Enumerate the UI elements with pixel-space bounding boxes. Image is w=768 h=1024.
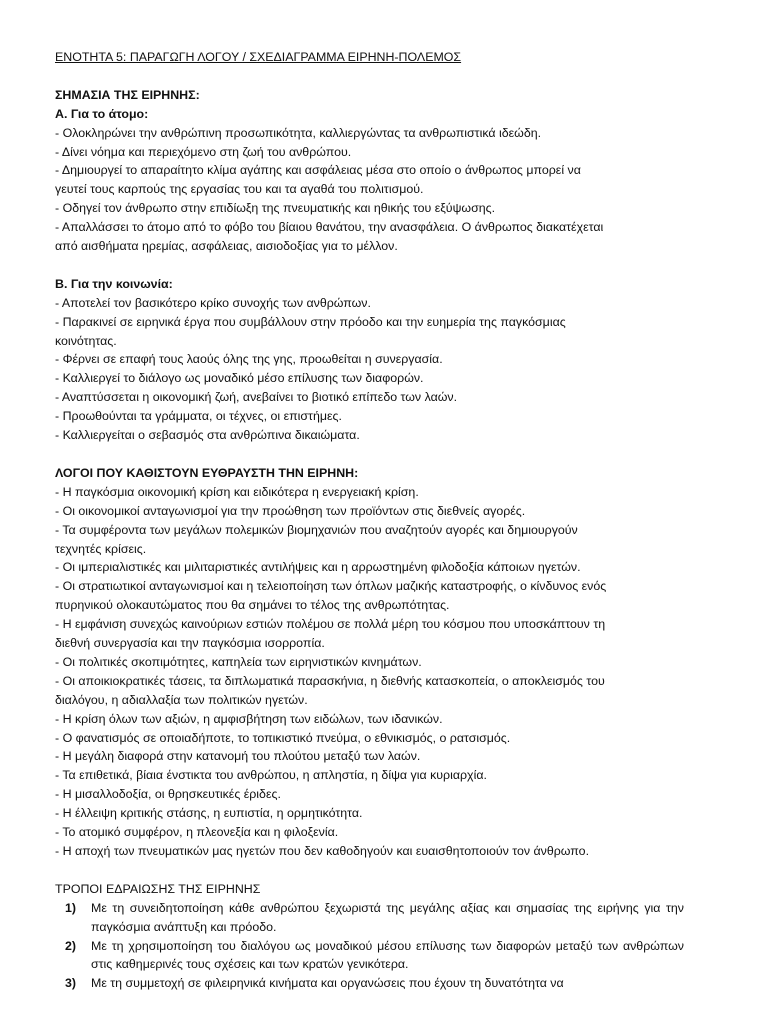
list-line: - Η εμφάνιση συνεχώς καινούριων εστιών πολέμου σε πολλά μέρη του κόσμου που υποσκάπτουν τη — [55, 617, 606, 632]
section-reasons-fragile-peace — [55, 464, 684, 861]
list-line: πυρηνικού ολοκαυτώματος που θα σημάνει το τέλος της ανθρωπότητας. — [55, 598, 450, 613]
item-number: 2) — [65, 938, 77, 953]
reasons-list — [55, 483, 684, 861]
list-item — [55, 899, 684, 937]
list-line: - Η έλλειψη κριτικής στάσης, η ευπιστία, η ορμητικότητα. — [55, 806, 363, 821]
list-line: - Τα επιθετικά, βίαια ένστικτα του ανθρώπου, η απληστία, η δίψα για κυριαρχία. — [55, 768, 487, 783]
list-line: - Αποτελεί τον βασικότερο κρίκο συνοχής των ανθρώπων. — [55, 295, 371, 310]
list-line: κοινότητας. — [55, 333, 117, 348]
list-line: - Οι αποικιοκρατικές τάσεις, τα διπλωματικά παρασκήνια, η διεθνής κατασκοπεία, ο αποκλεισμός του — [55, 673, 605, 688]
individual-list — [55, 124, 684, 256]
list-line: - Το ατομικό συμφέρον, η πλεονεξία και η φιλοξενία. — [55, 825, 339, 840]
spacer — [55, 861, 684, 880]
list-line: - Οι πολιτικές σκοπιμότητες, καπηλεία των ειρηνιστικών κινημάτων. — [55, 654, 422, 669]
list-line: γευτεί τους καρπούς της εργασίας του και τα αγαθά του πολιτισμού. — [55, 182, 424, 197]
subheading-for-individual: Α. Για το άτομο: — [55, 106, 149, 121]
spacer — [55, 67, 684, 86]
list-line: - Οδηγεί τον άνθρωπο στην επιδίωξη της πνευματικής και ηθικής του εξύψωσης. — [55, 201, 496, 216]
item-number: 3) — [65, 976, 77, 991]
list-line: - Καλλιεργείται ο σεβασμός στα ανθρώπινα δικαιώματα. — [55, 428, 360, 443]
list-line: - Καλλιεργεί το διάλογο ως μοναδικό μέσο επίλυσης των διαφορών. — [55, 371, 424, 386]
list-line: - Φέρνει σε επαφή τους λαούς όλης της γης, προωθείται η συνεργασία. — [55, 352, 443, 367]
list-line: τεχνητές κρίσεις. — [55, 541, 147, 556]
list-line: - Παρακινεί σε ειρηνικά έργα που συμβάλλουν στην πρόοδο και την ευημερία της παγκόσμιας — [55, 314, 566, 329]
item-text: Με τη συμμετοχή σε φιλειρηνικά κινήματα και οργανώσεις που έχουν τη δυνατότητα να — [91, 976, 564, 991]
list-line: - Ολοκληρώνει την ανθρώπινη προσωπικότητα, καλλιεργώντας τα ανθρωπιστικά ιδεώδη. — [55, 125, 542, 140]
list-line: - Οι ιμπεριαλιστικές και μιλιταριστικές αντιλήψεις και η αρρωστημένη φιλοδοξία κάποιων ηγετών. — [55, 560, 581, 575]
ways-numbered-list — [55, 899, 684, 994]
section-heading: ΣΗΜΑΣΙΑ ΤΗΣ ΕΙΡΗΝΗΣ: — [55, 87, 200, 102]
section-ways-to-establish-peace — [55, 880, 684, 993]
spacer — [55, 445, 684, 464]
subheading-for-society: Β. Για την κοινωνία: — [55, 276, 173, 291]
list-line: από αισθήματα ηρεμίας, ασφάλειας, αισιοδοξίας για το μέλλον. — [55, 239, 398, 254]
list-line: - Ο φανατισμός σε οποιαδήποτε, το τοπικιστικό πνεύμα, ο εθνικισμός, ο ρατσισμός. — [55, 730, 511, 745]
society-list — [55, 294, 684, 445]
item-text: Με τη συνειδητοποίηση κάθε ανθρώπου ξεχωριστά της μεγάλης αξίας και σημασίας της ειρήνης για την παγκόσμια ανάπτυξη και πρόοδο. — [91, 900, 684, 934]
list-line: - Η μισαλλοδοξία, οι θρησκευτικές έριδες. — [55, 787, 281, 802]
list-line: - Δημιουργεί το απαραίτητο κλίμα αγάπης και ασφάλειας μέσα στο οποίο ο άνθρωπος μπορεί να — [55, 163, 581, 178]
list-line: - Οι οικονομικοί ανταγωνισμοί για την προώθηση των προϊόντων στις διεθνείς αγορές. — [55, 503, 526, 518]
list-line: - Απαλλάσσει το άτομο από το φόβο του βίαιου θανάτου, την ανασφάλεια. Ο άνθρωπος διακατέχεται — [55, 220, 604, 235]
document-title: ΕΝΟΤΗΤΑ 5: ΠΑΡΑΓΩΓΗ ΛΟΓΟΥ / ΣΧΕΔΙΑΓΡΑΜΜΑ ΕΙΡΗΝΗ-ΠΟΛΕΜΟΣ — [55, 50, 462, 64]
list-line: - Η παγκόσμια οικονομική κρίση και ειδικότερα η ενεργειακή κρίση. — [55, 484, 419, 499]
section-importance-of-peace — [55, 86, 684, 445]
list-line: διεθνή συνεργασία και την παγκόσμια ισορροπία. — [55, 636, 325, 651]
list-line: - Προωθούνται τα γράμματα, οι τέχνες, οι επιστήμες. — [55, 409, 342, 424]
section-heading: ΛΟΓΟΙ ΠΟΥ ΚΑΘΙΣΤΟΥΝ ΕΥΘΡΑΥΣΤΗ ΤΗΝ ΕΙΡΗΝΗ: — [55, 465, 359, 480]
list-item — [55, 974, 684, 993]
list-line: διαλόγου, η αδιαλλαξία των πολιτικών ηγετών. — [55, 692, 308, 707]
list-item — [55, 937, 684, 975]
list-line: - Η μεγάλη διαφορά στην κατανομή του πλούτου μεταξύ των λαών. — [55, 749, 421, 764]
list-line: - Δίνει νόημα και περιεχόμενο στη ζωή του ανθρώπου. — [55, 144, 352, 159]
list-line: - Αναπτύσσεται η οικονομική ζωή, ανεβαίνει το βιοτικό επίπεδο των λαών. — [55, 390, 458, 405]
list-line: - Τα συμφέροντα των μεγάλων πολεμικών βιομηχανιών που αναζητούν αγορές και δημιουργούν — [55, 522, 578, 537]
list-line: - Η αποχή των πνευματικών μας ηγετών που δεν καθοδηγούν και ευαισθητοποιούν τον άνθρωπο. — [55, 844, 590, 859]
section-heading: ΤΡΟΠΟΙ ΕΔΡΑΙΩΣΗΣ ΤΗΣ ΕΙΡΗΝΗΣ — [55, 881, 261, 896]
item-number: 1) — [65, 900, 77, 915]
spacer — [55, 256, 684, 275]
list-line: - Η κρίση όλων των αξιών, η αμφισβήτηση των ειδώλων, των ιδανικών. — [55, 711, 443, 726]
list-line: - Οι στρατιωτικοί ανταγωνισμοί και η τελειοποίηση των όπλων μαζικής καταστροφής, ο κίνδυνος ενός — [55, 579, 607, 594]
item-text: Με τη χρησιμοποίηση του διαλόγου ως μοναδικού μέσου επίλυσης των διαφορών μεταξύ των ανθρώπων στις καθημερινές τους σχέσεις και των κρατών γενικότερα. — [91, 938, 684, 972]
